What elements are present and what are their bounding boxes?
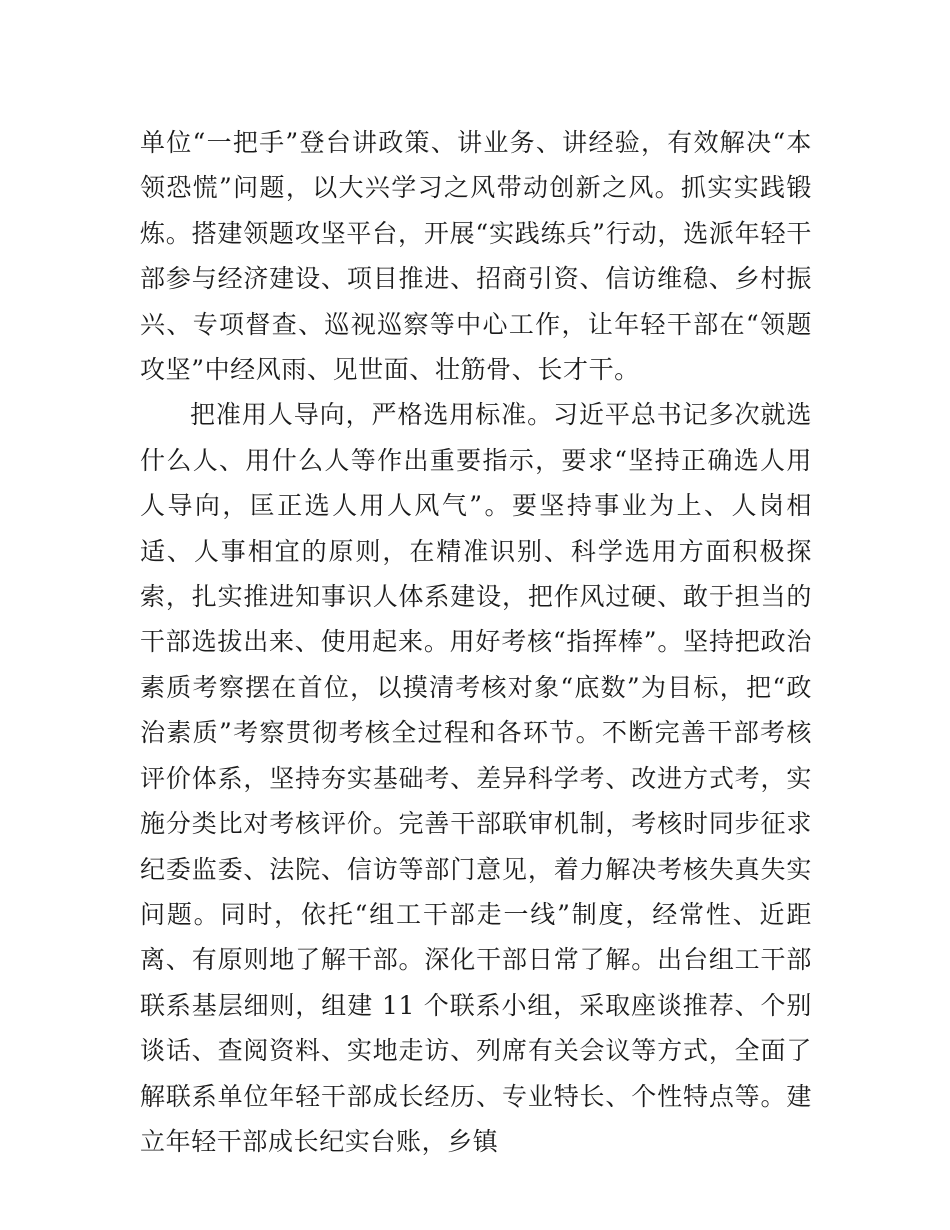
paragraph-selection-standards: 把准用人导向，严格选用标准。习近平总书记多次就选什么人、用什么人等作出重要指示，要求“坚持正确选人用人导向，匡正选人用人风气”。要坚持事业为上、人岗相适、人事相宜的原则，在精准识别、科学选用方面积极探索，扎实推进知事识人体系建设，把作风过硬、敢于担当的干部选拔出来、使用起来。用好考核“指挥棒”。坚持把政治素质考察摆在首位，以摸清考核对象“底数”为目标，把“政治素质”考察贯彻考核全过程和各环节。不断完善干部考核评价体系，坚持夯实基础考、差异科学考、改进方式考，实施分类比对考核评价。完善干部联审机制，考核时同步征求纪委监委、法院、信访等部门意见，着力解决考核失真失实问题。同时，依托“组工干部走一线”制度，经常性、近距离、有原则地了解干部。深化干部日常了解。出台组工干部联系基层细则，组建 11 个联系小组，采取座谈推荐、个别谈话、查阅资料、实地走访、列席有关会议等方式，全面了解联系单位年轻干部成长经历、专业特长、个性特点等。建立年轻干部成长纪实台账，乡镇 <box>140 400 812 1156</box>
document-page <box>140 120 812 1164</box>
paragraph-continuation: 单位“一把手”登台讲政策、讲业务、讲经验，有效解决“本领恐慌”问题，以大兴学习之风带动创新之风。抓实实践锻炼。搭建领题攻坚平台，开展“实践练兵”行动，选派年轻干部参与经济建设、项目推进、招商引资、信访维稳、乡村振兴、专项督查、巡视巡察等中心工作，让年轻干部在“领题攻坚”中经风雨、见世面、壮筋骨、长才干。 <box>140 128 812 385</box>
